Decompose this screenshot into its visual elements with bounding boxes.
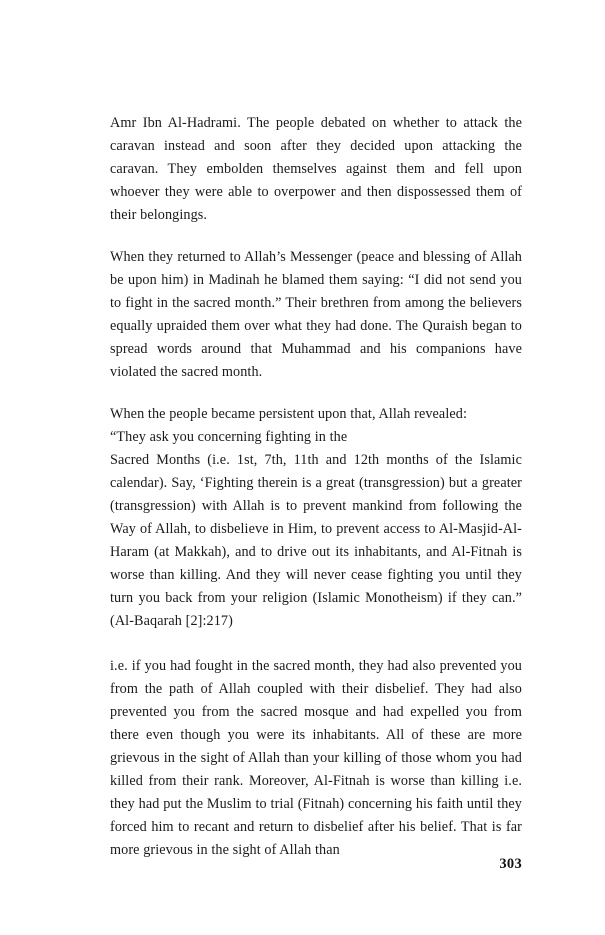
page-number: 303 xyxy=(499,856,522,872)
quote-lead-line-1: When the people became persistent upon that, Allah revealed: xyxy=(110,406,468,422)
quote-body: Sacred Months (i.e. 1st, 7th, 11th and 12th months of the Islamic calendar). Say, ‘Fighting therein is a great (transgression) but a greater (transgression) with Allah is to prevent mankind from following the Way of Allah, to disbelieve in Him, to prevent access to Al-Masjid-Al-Haram (at Makkah), and to drive out its inhabitants, and Al-Fitnah is worse than killing. And they will never cease fighting you until they turn you back from your religion (Islamic Monotheism) if they can.” (Al-Baqarah [2]:217) xyxy=(110,452,522,629)
quran-quote-paragraph xyxy=(110,403,522,633)
paragraph-1: Amr Ibn Al-Hadrami. The people debated on whether to attack the caravan instead and soon after they decided upon attacking the caravan. They embolden themselves against them and fell upon whoever they were able to overpower and then dispossessed them of their belongings. xyxy=(110,115,522,223)
paragraph-2: When they returned to Allah’s Messenger (peace and blessing of Allah be upon him) in Madinah he blamed them saying: “I did not send you to fight in the sacred month.” Their brethren from among the believers equally upraided them over what they had done. The Quraish began to spread words around that Muhammad and his companions have violated the sacred month. xyxy=(110,249,522,380)
quote-lead-line-2: “They ask you concerning fighting in the xyxy=(110,429,348,445)
paragraph-4: i.e. if you had fought in the sacred month, they had also prevented you from the path of Allah coupled with their disbelief. They had also prevented you from the sacred mosque and had expelled you from there even though you were its inhabitants. All of these are more grievous in the sight of Allah than your killing of those whom you had killed from their rank. Moreover, Al-Fitnah is worse than killing i.e. they had put the Muslim to trial (Fitnah) concerning his faith until they forced him to recant and return to disbelief after his belief. That is far more grievous in the sight of Allah than xyxy=(110,658,522,858)
